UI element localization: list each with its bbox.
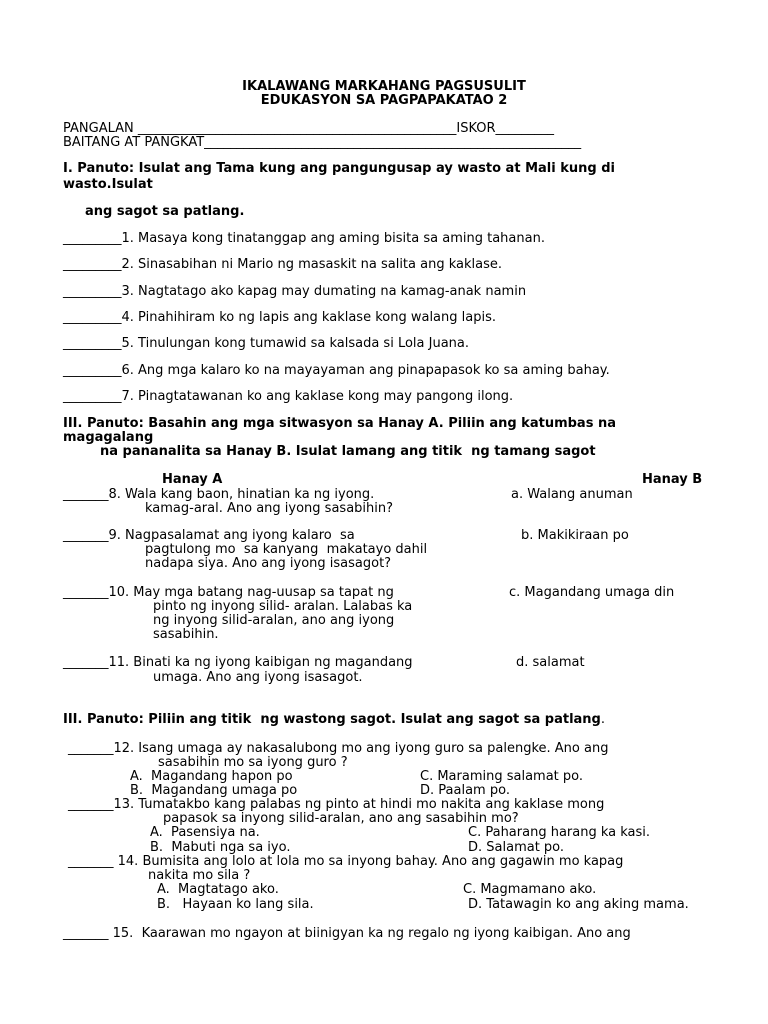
mc-question: _______ 15. Kaarawan mo ngayon at biinigyan ka ng regalo ng iyong kaibigan. Ano ang	[63, 926, 631, 941]
mc-question-cont: nakita mo sila ?	[148, 868, 251, 883]
mc-choice-b: B. Hayaan ko lang sila.	[157, 897, 314, 912]
exam-title: IKALAWANG MARKAHANG PAGSUSULIT	[242, 79, 526, 94]
mc-choice-a: A. Pasensiya na.	[150, 825, 260, 840]
mc-question: _______13. Tumatakbo kang palabas ng pinto at hindi mo nakita ang kaklase mong	[68, 797, 605, 812]
matching-item-cont: kamag-aral. Ano ang iyong sasabihin?	[145, 501, 394, 516]
matching-answer: a. Walang anuman	[511, 487, 633, 502]
mc-choice-c: C. Magmamano ako.	[463, 882, 597, 897]
grade-section-line: BAITANG AT PANGKAT__________________________________________________________	[63, 135, 582, 150]
mc-choice-d: D. Salamat po.	[468, 840, 565, 855]
column-a-header: Hanay A	[162, 472, 223, 487]
mc-choice-d: D. Paalam po.	[420, 783, 510, 798]
matching-item: _______11. Binati ka ng iyong kaibigan ng magandang	[63, 655, 413, 670]
matching-item: _______8. Wala kang baon, hinatian ka ng iyong.	[63, 487, 375, 502]
part3-heading-period: .	[600, 712, 606, 727]
part1-item: _________2. Sinasabihan ni Mario ng masaskit na salita ang kaklase.	[63, 257, 502, 272]
matching-item: _______9. Nagpasalamat ang iyong kalaro sa	[63, 528, 355, 543]
matching-answer: c. Magandang umaga din	[509, 585, 675, 600]
part1-heading-cont: wasto.Isulat	[63, 177, 153, 192]
mc-question-cont: papasok sa inyong silid-aralan, ano ang sasabihin mo?	[163, 811, 519, 826]
part1-heading: I. Panuto: Isulat ang Tama kung ang pangungusap ay wasto at Mali kung di	[63, 161, 615, 176]
part1-item: _________6. Ang mga kalaro ko na mayayaman ang pinapapasok ko sa aming bahay.	[63, 363, 610, 378]
matching-item-cont: sasabihin.	[153, 627, 219, 642]
part1-item: _________1. Masaya kong tinatanggap ang aming bisita sa aming tahanan.	[63, 231, 545, 246]
name-score-line: PANGALAN _________________________________________________ISKOR_________	[63, 121, 555, 136]
part3-heading-text: III. Panuto: Piliin ang titik ng wastong sagot. Isulat ang sagot sa patlang	[63, 712, 601, 727]
part1-heading-cont2: ang sagot sa patlang.	[85, 204, 245, 219]
part3-heading	[63, 712, 605, 727]
part2-heading-cont2: na pananalita sa Hanay B. Isulat lamang ang titik ng tamang sagot	[100, 444, 596, 459]
part2-heading-cont: magagalang	[63, 430, 154, 445]
mc-question: _______12. Isang umaga ay nakasalubong mo ang iyong guro sa palengke. Ano ang	[68, 741, 609, 756]
matching-item-cont: nadapa siya. Ano ang iyong isasagot?	[145, 556, 392, 571]
column-b-header: Hanay B	[642, 472, 703, 487]
mc-choice-a: A. Magandang hapon po	[130, 769, 293, 784]
part2-heading: III. Panuto: Basahin ang mga sitwasyon sa Hanay A. Piliin ang katumbas na	[63, 416, 616, 431]
matching-answer: b. Makikiraan po	[521, 528, 629, 543]
matching-item-cont: pagtulong mo sa kanyang makatayo dahil	[145, 542, 428, 557]
matching-answer: d. salamat	[516, 655, 585, 670]
matching-item-cont: ng inyong silid-aralan, ano ang iyong	[153, 613, 395, 628]
part1-item: _________3. Nagtatago ako kapag may dumating na kamag-anak namin	[63, 284, 527, 299]
matching-item-cont: pinto ng inyong silid- aralan. Lalabas ka	[153, 599, 413, 614]
mc-choice-a: A. Magtatago ako.	[157, 882, 279, 897]
mc-question: _______ 14. Bumisita ang lolo at lola mo sa inyong bahay. Ano ang gagawin mo kapag	[68, 854, 624, 869]
matching-item: _______10. May mga batang nag-uusap sa tapat ng	[63, 585, 394, 600]
part1-item: _________5. Tinulungan kong tumawid sa kalsada si Lola Juana.	[63, 336, 469, 351]
part1-item: _________7. Pinagtatawanan ko ang kaklase kong may pangong ilong.	[63, 389, 514, 404]
mc-choice-c: C. Paharang harang ka kasi.	[468, 825, 651, 840]
matching-item-cont: umaga. Ano ang iyong isasagot.	[153, 670, 363, 685]
mc-choice-c: C. Maraming salamat po.	[420, 769, 584, 784]
mc-choice-b: B. Magandang umaga po	[130, 783, 298, 798]
mc-choice-d: D. Tatawagin ko ang aking mama.	[468, 897, 689, 912]
exam-subject: EDUKASYON SA PAGPAPAKATAO 2	[260, 93, 508, 108]
mc-question-cont: sasabihin mo sa iyong guro ?	[158, 755, 348, 770]
mc-choice-b: B. Mabuti nga sa iyo.	[150, 840, 291, 855]
part1-item: _________4. Pinahihiram ko ng lapis ang kaklase kong walang lapis.	[63, 310, 496, 325]
